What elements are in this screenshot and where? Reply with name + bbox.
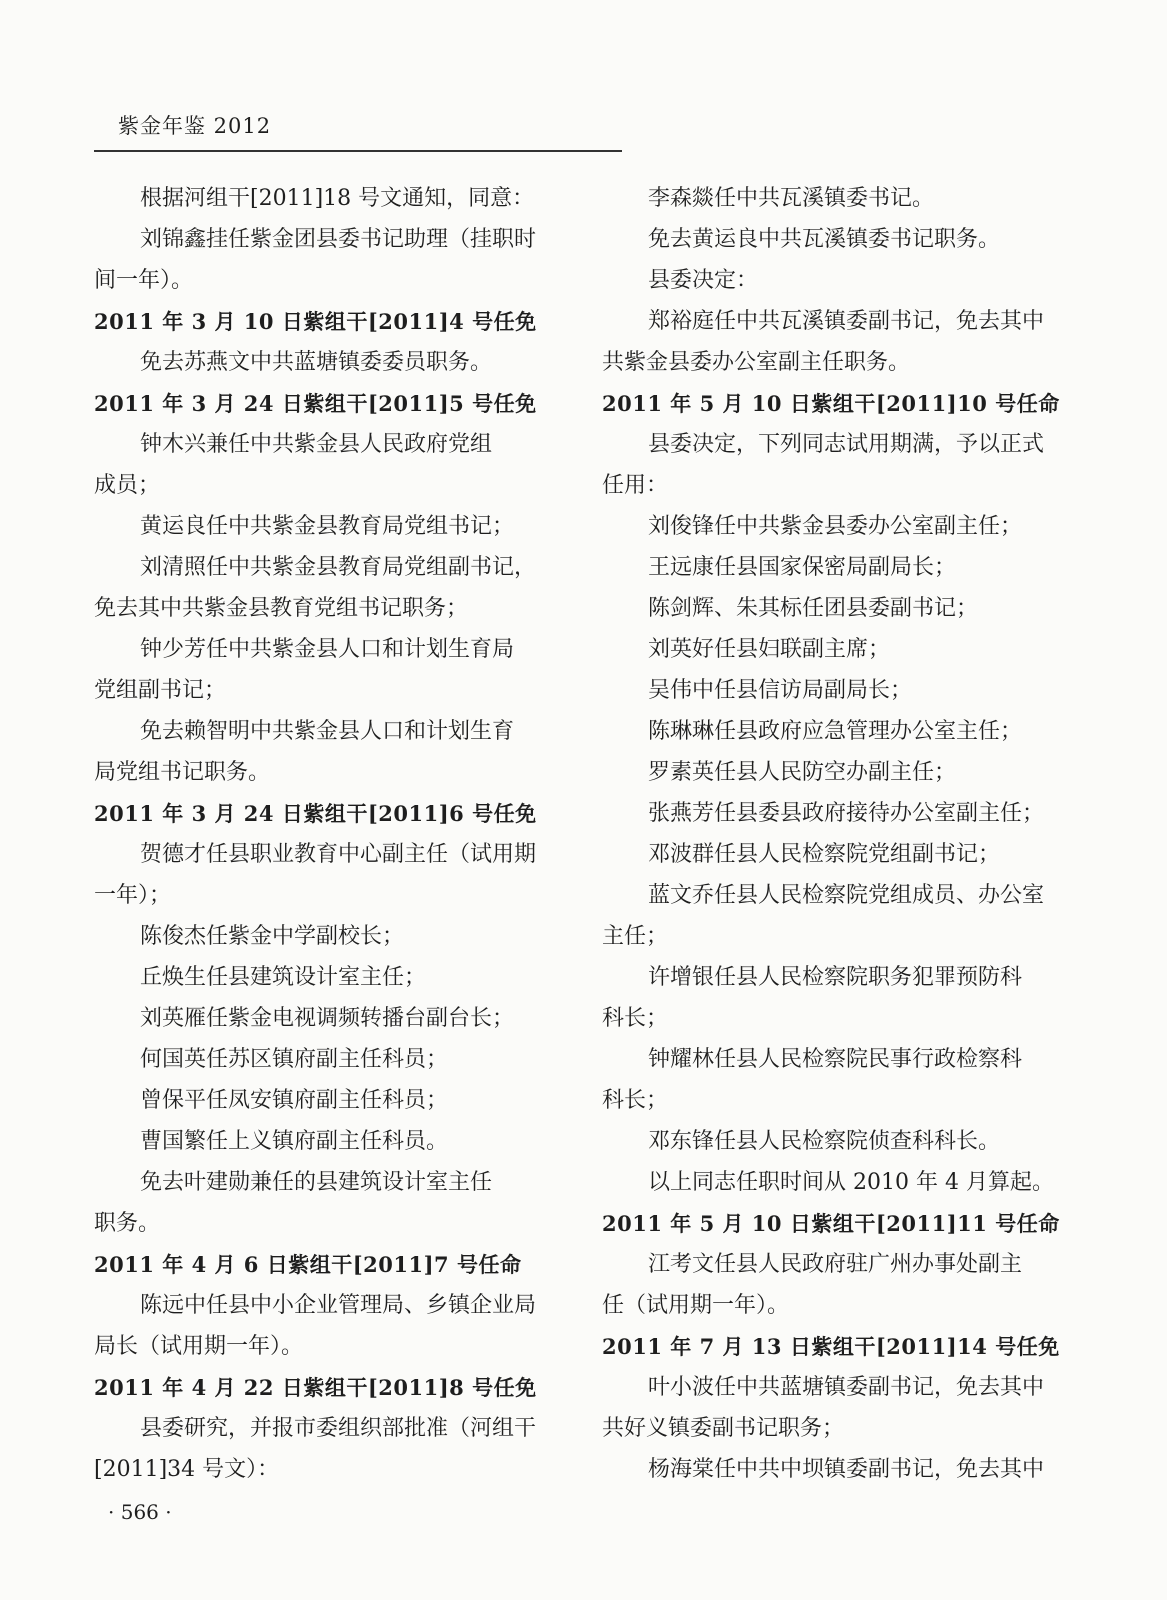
right-text-column xyxy=(602,178,1062,1490)
header-divider xyxy=(94,150,622,152)
text-line: 县委研究，并报市委组织部批准（河组干 xyxy=(140,1416,537,1441)
text-line: 任（试用期一年）。 xyxy=(602,1293,790,1318)
document-heading-line: 2011 年 4 月 6 日紫组干[2011]7 号任命 xyxy=(94,1252,522,1277)
document-heading-line: 2011 年 3 月 10 日紫组干[2011]4 号任免 xyxy=(94,309,537,334)
text-line: 成员； xyxy=(94,473,161,498)
text-line: 陈剑辉、朱其标任团县委副书记； xyxy=(648,596,979,621)
text-line: 郑裕庭任中共瓦溪镇委副书记，免去其中 xyxy=(648,309,1045,334)
text-line: 科长； xyxy=(602,1006,669,1031)
document-heading-line: 2011 年 5 月 10 日紫组干[2011]11 号任命 xyxy=(602,1211,1060,1236)
text-line: 钟少芳任中共紫金县人口和计划生育局 xyxy=(140,637,515,662)
text-line: 陈琳琳任县政府应急管理办公室主任； xyxy=(648,719,1023,744)
text-line: 叶小波任中共蓝塘镇委副书记，免去其中 xyxy=(648,1375,1045,1400)
text-line: 刘清照任中共紫金县教育局党组副书记， xyxy=(140,555,537,580)
document-heading-line: 2011 年 3 月 24 日紫组干[2011]5 号任免 xyxy=(94,391,537,416)
text-line: 刘俊锋任中共紫金县委办公室副主任； xyxy=(648,514,1023,539)
text-line: 陈远中任县中小企业管理局、乡镇企业局 xyxy=(140,1293,537,1318)
text-line: [2011]34 号文）： xyxy=(94,1457,280,1482)
text-line: 以上同志任职时间从 2010 年 4 月算起。 xyxy=(648,1170,1054,1195)
text-line: 刘锦鑫挂任紫金团县委书记助理（挂职时 xyxy=(140,227,537,252)
text-line: 许增银任县人民检察院职务犯罪预防科 xyxy=(648,965,1023,990)
text-line: 职务。 xyxy=(94,1211,161,1236)
text-line: 曾保平任凤安镇府副主任科员； xyxy=(140,1088,449,1113)
text-line: 吴伟中任县信访局副局长； xyxy=(648,678,913,703)
text-line: 间一年）。 xyxy=(94,268,194,293)
document-heading-line: 2011 年 5 月 10 日紫组干[2011]10 号任命 xyxy=(602,391,1060,416)
text-line: 县委决定： xyxy=(648,268,759,293)
text-line: 刘英好任县妇联副主席； xyxy=(648,637,891,662)
text-line: 一年）； xyxy=(94,883,172,908)
text-line: 贺德才任县职业教育中心副主任（试用期 xyxy=(140,842,537,867)
text-line: 局党组书记职务。 xyxy=(94,760,271,785)
text-line: 杨海棠任中共中坝镇委副书记，免去其中 xyxy=(648,1457,1045,1482)
text-line: 党组副书记； xyxy=(94,678,227,703)
document-heading-line: 2011 年 3 月 24 日紫组干[2011]6 号任免 xyxy=(94,801,537,826)
text-line: 科长； xyxy=(602,1088,669,1113)
text-line: 江考文任县人民政府驻广州办事处副主 xyxy=(648,1252,1023,1277)
page-number: · 566 · xyxy=(108,1500,172,1524)
text-line: 丘焕生任县建筑设计室主任； xyxy=(140,965,427,990)
document-heading-line: 2011 年 7 月 13 日紫组干[2011]14 号任免 xyxy=(602,1334,1060,1359)
text-line: 李森燚任中共瓦溪镇委书记。 xyxy=(648,186,935,211)
text-line: 共紫金县委办公室副主任职务。 xyxy=(602,350,911,375)
text-line: 蓝文乔任县人民检察院党组成员、办公室 xyxy=(648,883,1045,908)
text-line: 根据河组干[2011]18 号文通知，同意： xyxy=(140,186,535,211)
running-header-title: 紫金年鉴 2012 xyxy=(118,114,272,138)
text-line: 钟耀林任县人民检察院民事行政检察科 xyxy=(648,1047,1023,1072)
text-line: 钟木兴兼任中共紫金县人民政府党组 xyxy=(140,432,493,457)
document-heading-line: 2011 年 4 月 22 日紫组干[2011]8 号任免 xyxy=(94,1375,537,1400)
text-line: 邓波群任县人民检察院党组副书记； xyxy=(648,842,1001,867)
text-line: 免去苏燕文中共蓝塘镇委委员职务。 xyxy=(140,350,493,375)
text-line: 张燕芳任县委县政府接待办公室副主任； xyxy=(648,801,1045,826)
left-text-column xyxy=(94,178,554,1490)
text-line: 免去赖智明中共紫金县人口和计划生育 xyxy=(140,719,515,744)
text-line: 何国英任苏区镇府副主任科员； xyxy=(140,1047,449,1072)
text-line: 任用： xyxy=(602,473,669,498)
text-line: 邓东锋任县人民检察院侦查科科长。 xyxy=(648,1129,1001,1154)
text-line: 县委决定，下列同志试用期满，予以正式 xyxy=(648,432,1045,457)
text-line: 黄运良任中共紫金县教育局党组书记； xyxy=(140,514,515,539)
text-line: 免去其中共紫金县教育党组书记职务； xyxy=(94,596,469,621)
text-line: 免去叶建勋兼任的县建筑设计室主任 xyxy=(140,1170,493,1195)
text-line: 局长（试用期一年）。 xyxy=(94,1334,304,1359)
text-line: 王远康任县国家保密局副局长； xyxy=(648,555,957,580)
text-line: 陈俊杰任紫金中学副校长； xyxy=(140,924,405,949)
text-line: 共好义镇委副书记职务； xyxy=(602,1416,845,1441)
text-line: 主任； xyxy=(602,924,669,949)
text-line: 罗素英任县人民防空办副主任； xyxy=(648,760,957,785)
text-line: 免去黄运良中共瓦溪镇委书记职务。 xyxy=(648,227,1001,252)
text-line: 曹国繁任上义镇府副主任科员。 xyxy=(140,1129,449,1154)
text-line: 刘英雁任紫金电视调频转播台副台长； xyxy=(140,1006,515,1031)
